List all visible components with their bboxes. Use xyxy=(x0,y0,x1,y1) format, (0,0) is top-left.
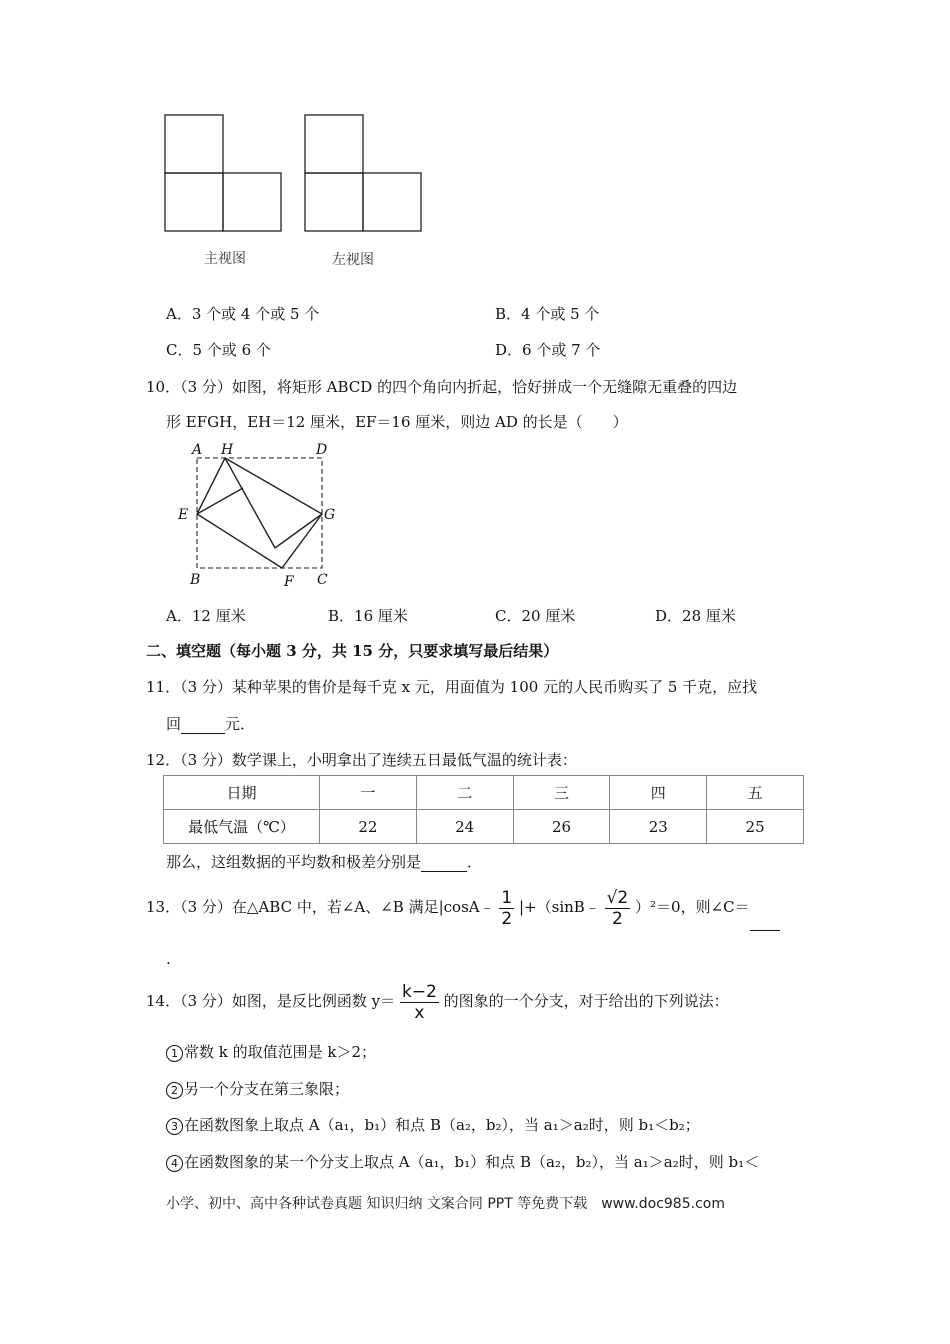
q14-item-4: 4 在函数图象的某一个分支上取点 A（a₁，b₁）和点 B（a₂，b₂），当 a₁＞a₂时，则 b₁＜ xyxy=(166,1151,759,1172)
label-d: D xyxy=(316,442,328,458)
table-row-temperature xyxy=(164,810,804,844)
q12-answer-blank[interactable] xyxy=(421,853,467,872)
front-view-bottom-left-square xyxy=(165,173,223,231)
front-view-bottom-right-square xyxy=(223,173,281,231)
table-cell: 26 xyxy=(513,810,610,844)
table-cell: 一 xyxy=(320,776,417,810)
table-cell: 最低气温（℃） xyxy=(164,810,320,844)
q9-option-c: C．5 个或 6 个 xyxy=(166,341,271,359)
rectangle-abcd xyxy=(197,458,322,568)
label-f: F xyxy=(284,574,294,590)
circled-number-1: 1 xyxy=(166,1045,183,1062)
q11-line1: 11．（3 分）某种苹果的售价是每千克 x 元，用面值为 100 元的人民币购买了 5 千克，应找 xyxy=(146,678,758,696)
q13-line: 13．（3 分）在△ABC 中，若∠A、∠B 满足|cosA﹣ $\frac{1}{2}$ |+（sinB﹣ $\frac{√2}{2}$ ）²＝0，则∠C＝ xyxy=(146,884,780,931)
label-h: H xyxy=(221,442,234,458)
circled-number-3: 3 xyxy=(166,1118,183,1135)
q10-option-d: D．28 厘米 xyxy=(655,607,736,625)
fold-line-2 xyxy=(225,458,275,548)
table-row-date xyxy=(164,776,804,810)
table-cell: 23 xyxy=(610,810,707,844)
q9-option-b: B．4 个或 5 个 xyxy=(495,305,600,323)
circled-number-4: 4 xyxy=(166,1155,183,1172)
q14-item-3: 3 在函数图象上取点 A（a₁，b₁）和点 B（a₂，b₂），当 a₁＞a₂时，则 b₁＜b₂； xyxy=(166,1114,700,1135)
q9-option-a: A．3 个或 4 个或 5 个 xyxy=(166,305,320,323)
table-cell: 25 xyxy=(707,810,804,844)
q9-option-d: D．6 个或 7 个 xyxy=(495,341,601,359)
front-view-label: 主视图 xyxy=(204,251,246,267)
label-c: C xyxy=(317,572,328,588)
left-view-bottom-right-square xyxy=(363,173,421,231)
fold-line-3 xyxy=(275,514,322,548)
q10-line2: 形 EFGH，EH＝12 厘米，EF＝16 厘米，则边 AD 的长是（ ） xyxy=(166,413,628,431)
q10-option-c: C．20 厘米 xyxy=(495,607,576,625)
q10-line1: 10．（3 分）如图，将矩形 ABCD 的四个角向内折起，恰好拼成一个无缝隙无重叠的四边 xyxy=(146,378,738,396)
table-cell: 四 xyxy=(610,776,707,810)
table-cell: 五 xyxy=(707,776,804,810)
q14-item-1: 1 常数 k 的取值范围是 k＞2； xyxy=(166,1041,376,1062)
label-e: E xyxy=(178,507,189,523)
page-footer: 小学、初中、高中各种试卷真题 知识归纳 文案合同 PPT 等免费下载 www.doc985.com xyxy=(166,1196,725,1212)
left-view-bottom-left-square xyxy=(305,173,363,231)
q14-fraction-k-minus-2-over-x: $\frac{k-2}{x}$ xyxy=(401,981,437,1023)
q12-line1: 12．（3 分）数学课上，小明拿出了连续五日最低气温的统计表： xyxy=(146,751,577,769)
left-view-label: 左视图 xyxy=(332,252,374,268)
left-view-top-square xyxy=(305,115,363,173)
q12-line2: 那么，这组数据的平均数和极差分别是 ． xyxy=(166,853,483,871)
q13-fraction-half: $\frac{1}{2}$ xyxy=(501,887,513,929)
temperature-table xyxy=(163,775,804,844)
table-cell: 二 xyxy=(416,776,513,810)
q11-answer-blank[interactable] xyxy=(181,715,225,734)
section2-title: 二、填空题（每小题 3 分，共 15 分，只要求填写最后结果） xyxy=(146,642,559,660)
q11-line2: 回 元． xyxy=(166,715,256,733)
q14-item-2: 2 另一个分支在第三象限； xyxy=(166,1078,349,1099)
q10-figure xyxy=(170,438,350,593)
table-cell: 24 xyxy=(416,810,513,844)
label-a: A xyxy=(192,442,203,458)
quadrilateral-efgh xyxy=(197,458,322,568)
three-view-figure xyxy=(150,105,450,285)
label-g: G xyxy=(324,507,336,523)
table-cell: 22 xyxy=(320,810,417,844)
q13-answer-blank[interactable] xyxy=(750,884,780,931)
label-b: B xyxy=(190,572,201,588)
q13-trailing-dot: . xyxy=(166,950,171,968)
q10-option-b: B．16 厘米 xyxy=(328,607,408,625)
front-view-top-square xyxy=(165,115,223,173)
table-cell: 三 xyxy=(513,776,610,810)
q13-fraction-root2-over-2: $\frac{√2}{2}$ xyxy=(606,887,629,929)
q10-option-a: A．12 厘米 xyxy=(166,607,246,625)
q14-line1: 14．（3 分）如图，是反比例函数 y＝ $\frac{k-2}{x}$ 的图象的一个分支，对于给出的下列说法： xyxy=(146,981,729,1023)
table-cell: 日期 xyxy=(164,776,320,810)
circled-number-2: 2 xyxy=(166,1082,183,1099)
